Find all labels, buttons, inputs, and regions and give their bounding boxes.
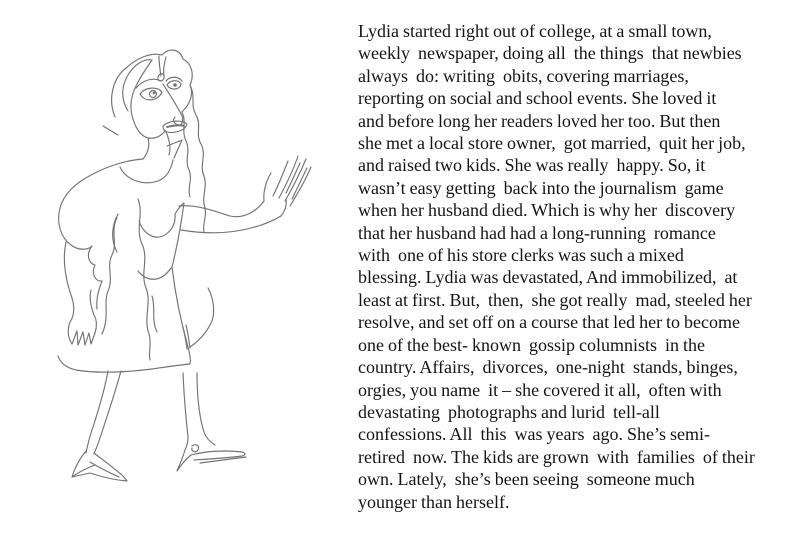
- story-line: confessions. All this was years ago. She’s semi-: [358, 424, 710, 445]
- story-line: own. Lately, she’s been seeing someone much: [358, 469, 695, 490]
- story-line: resolve, and set off on a course that led her to become: [358, 312, 741, 333]
- story-line: retired now. The kids are grown with families of their: [358, 446, 755, 467]
- story-line: always do: writing obits, covering marriages,: [358, 65, 689, 86]
- story-line: that her husband had had a long-running romance: [358, 222, 716, 243]
- story-line: one of the best- known gossip columnists in the: [358, 334, 705, 355]
- story-line: weekly newspaper, doing all the things that newbies: [358, 43, 742, 64]
- story-line: least at first. But, then, she got really mad, steeled her: [358, 289, 752, 310]
- story-line: with one of his store clerks was such a mixed: [358, 245, 684, 266]
- dress-skirt: [58, 199, 214, 372]
- story-text-block: [358, 20, 788, 513]
- shoes: [72, 445, 246, 481]
- story-line: blessing. Lydia was devastated, And immobilized, at: [358, 267, 738, 288]
- left-arm-and-sleeve: [59, 159, 143, 345]
- story-line: Lydia started right out of college, at a small town,: [358, 21, 712, 41]
- story-line: and raised two kids. She was really happy. So, it: [358, 155, 706, 176]
- legs: [86, 371, 215, 454]
- right-arm-and-hand: [179, 156, 311, 233]
- story-line: devastating photographs and lurid tell-all: [358, 401, 660, 422]
- story-line: reporting on social and school events. She loved it: [358, 88, 717, 109]
- story-line: when her husband died. Which is why her discovery: [358, 200, 736, 221]
- hair-lines: [112, 50, 206, 232]
- story-line: country. Affairs, divorces, one-night stands, binges,: [358, 357, 738, 378]
- story-line: and before long her readers loved her too. But then: [358, 110, 721, 131]
- story-line: younger than herself.: [358, 491, 510, 512]
- story-line: wasn’t easy getting back into the journalism game: [358, 177, 724, 198]
- dress-bodice: [120, 160, 184, 279]
- woman-sketch-illustration: [0, 0, 356, 554]
- face-lines: [103, 60, 183, 159]
- story-line: orgies, you name it – she covered it all, often with: [358, 379, 722, 400]
- woman-sketch-svg: [0, 0, 356, 554]
- story-line: she met a local store owner, got married, quit her job,: [358, 133, 746, 154]
